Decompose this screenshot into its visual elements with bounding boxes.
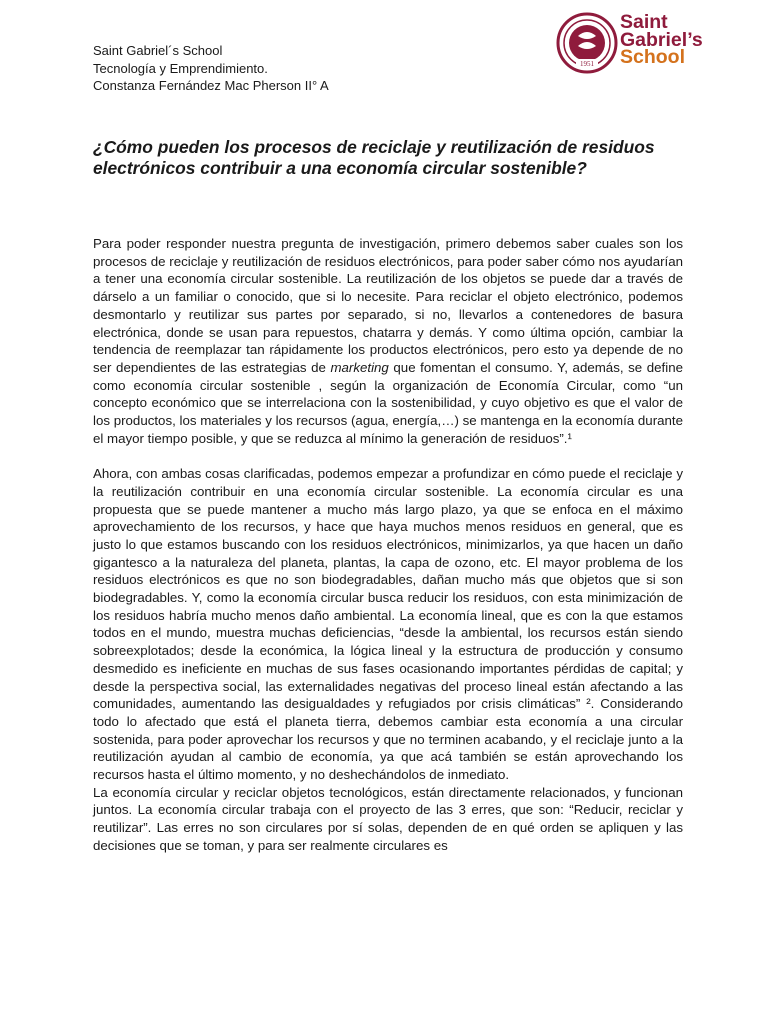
paragraph-1-part-a: Para poder responder nuestra pregunta de investigación, primero debemos saber cuales son los procesos de reciclaje y reutilización de residuos electrónicos, para poder saber cómo nos ayudarían a tener una economía circular sostenible. La reutilización de los objetos se puede dar a través de dárselo a un familiar o conocido, que si lo necesite. Para reciclar el objeto electrónico, podemos desmontarlo y reutilizar sus partes por separado, si no, llevarlos a contenedores de basura electrónica, donde se usan para repuestos, chatarra y demás. Y como última opción, cambiar la tendencia de reemplazar tan rápidamente los productos electrónicos, pero esto ya depende de no ser dependientes de las estrategias de bbox=[93, 236, 683, 375]
seal-year: 1951 bbox=[580, 60, 594, 68]
paragraph-1 bbox=[93, 235, 683, 447]
school-seal-icon bbox=[556, 12, 618, 74]
paragraph-1-part-b: que fomentan el consumo. Y, además, se define como economía circular sostenible , según la organización de Economía Circular, como “un concepto económico que se interrelaciona con la sostenibilidad, y cuyo objetivo es que el valor de los productos, los materiales y los recursos (agua, energía,…) se mantenga en la economía durante el mayor tiempo posible, y que se reduzca al mínimo la generación de residuos”.¹ bbox=[93, 359, 683, 446]
school-name: Saint Gabriel´s School bbox=[93, 43, 223, 58]
subject-name: Tecnología y Emprendimiento. bbox=[93, 60, 268, 76]
school-logo bbox=[556, 10, 726, 76]
logo-wordmark bbox=[620, 11, 703, 68]
paragraph-1-emphasis: marketing bbox=[330, 359, 389, 375]
paragraph-2: Ahora, con ambas cosas clarificadas, podemos empezar a profundizar en cómo puede el reciclaje y la reutilización contribuir en una economía circular sostenible. La economía circular es una propuesta que se puede mantener a mucho más largo plazo, ya que se enfoca en el máximo aprovechamiento de los recursos, y hace que haya muchos menos residuos en general, que es justo lo que estamos buscando con los residuos electrónicos, minimizarlos, ya que hacen un daño gigantesco a la naturaleza del planeta, plantas, la capa de ozono, etc. El mayor problema de los residuos electrónicos es que no son biodegradables, dañan mucho más que objetos que si son biodegradables. Y, como la economía circular busca reducir los residuos, con esta minimización de los residuos habría mucho menos daño ambiental. La economía lineal, que es con la que estamos todos en el mundo, muestra muchas deficiencias, “desde la ambiental, los recursos están siendo sobreexplotados; desde la económica, la lógica lineal y la estructura de producción y consumo desmedido es ineficiente en muchas de sus fases ocasionando importantes pérdidas de capital; y desde la perspectiva social, las externalidades negativas del proceso lineal están afectando a las comunidades, aumentando las desigualdades y refugiados por crisis climáticas” ². Considerando todo lo afectado que está el planeta tierra, debemos cambiar esta economía a una circular sostenida, para poder aprovechar los recursos y que no terminen acabando, y el reciclaje junto a la reutilización ayudan al cambio de economía, ya que acá también se están aprovechando los recursos hasta el último momento, y no deshechándolos de inmediato. bbox=[93, 466, 683, 783]
document-body bbox=[93, 235, 683, 855]
logo-line-saint: Saint bbox=[620, 11, 668, 33]
logo-line-gabriels: Gabriel’s bbox=[620, 28, 703, 51]
logo-line-school: School bbox=[620, 46, 686, 68]
paragraph-3: La economía circular y reciclar objetos tecnológicos, están directamente relacionados, y funcionan juntos. La economía circular trabaja con el proyecto de las 3 erres, que son: “Reducir, reciclar y reutilizar”. Las erres no son circulares por sí solas, dependen de en qué orden se apliquen y las decisiones que se toman, y para ser realmente circulares es bbox=[93, 784, 683, 853]
document-header bbox=[93, 42, 329, 95]
author-name: Constanza Fernández Mac Pherson II° A bbox=[93, 78, 329, 93]
document-title: ¿Cómo pueden los procesos de reciclaje y reutilización de residuos electrónicos contribuir a una economía circular sostenible? bbox=[93, 137, 655, 178]
